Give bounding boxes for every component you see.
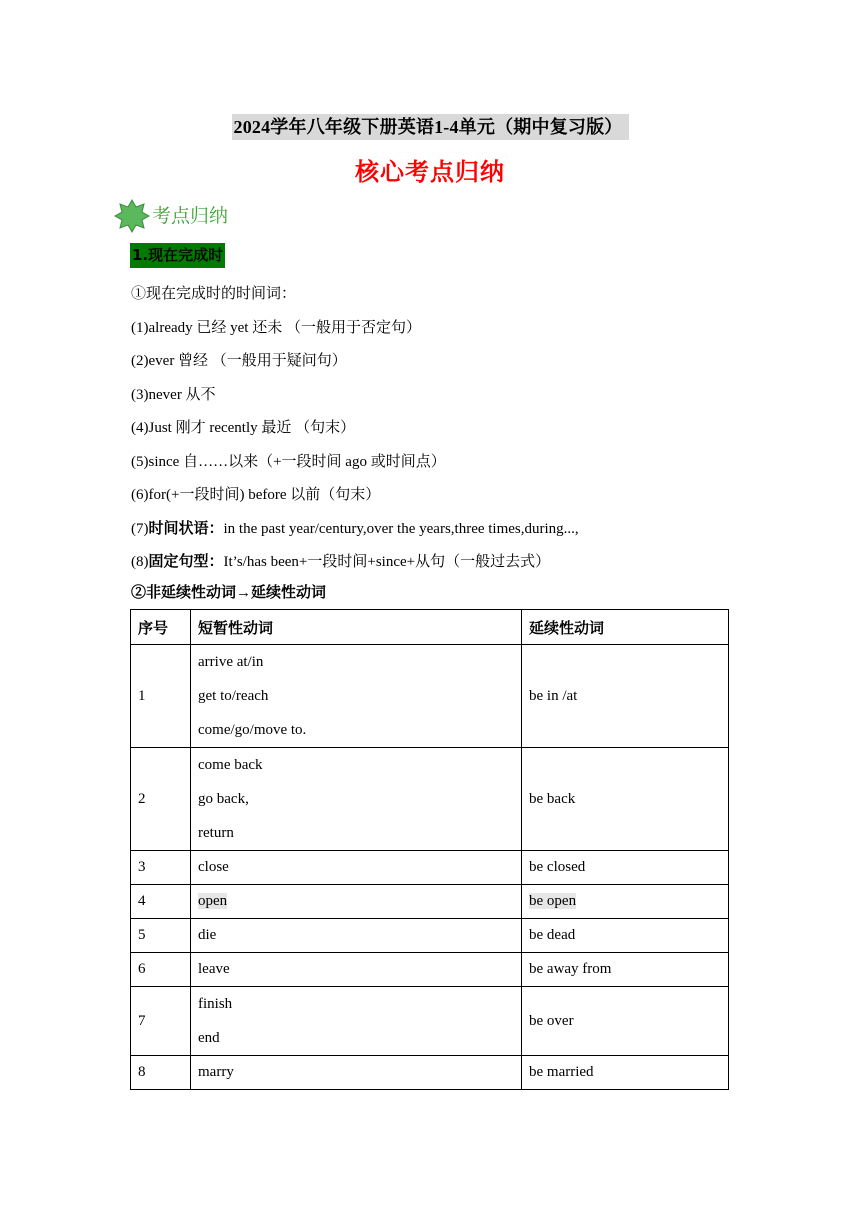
long-verb-cell: be over — [522, 987, 729, 1056]
long-verb-cell: be open — [522, 885, 729, 919]
row-number: 1 — [131, 645, 191, 748]
column-header-long-verb: 延续性动词 — [522, 610, 729, 645]
row-number: 5 — [131, 919, 191, 953]
row-number: 6 — [131, 953, 191, 987]
list-item: (5)since 自……以来（+一段时间 ago 或时间点） — [131, 453, 446, 470]
table-row — [131, 919, 729, 953]
table-row — [131, 748, 729, 851]
row-number: 7 — [131, 987, 191, 1056]
long-verb-cell: be married — [522, 1056, 729, 1090]
list-item: (7)时间状语：in the past year/century,over the years,three times,during..., — [131, 520, 579, 537]
short-verb-cell: come back go back, return — [191, 748, 522, 851]
long-verb-cell: be back — [522, 748, 729, 851]
table-row — [131, 885, 729, 919]
list-item: (6)for(+一段时间) before 以前（句末） — [131, 487, 381, 503]
time-words-heading: ①现在完成时的时间词： — [131, 286, 297, 302]
table-row — [131, 851, 729, 885]
topic-badge: 1.现在完成时 — [130, 243, 225, 268]
short-verb-cell: marry — [191, 1056, 522, 1090]
row-number: 8 — [131, 1056, 191, 1090]
table-row — [131, 645, 729, 748]
row-number: 2 — [131, 748, 191, 851]
table-row — [131, 953, 729, 987]
list-item: (1)already 已经 yet 还未 （一般用于否定句） — [131, 319, 421, 336]
column-header-short-verb: 短暂性动词 — [191, 610, 522, 645]
list-item: (3)never 从不 — [131, 386, 216, 403]
time-words-list — [131, 278, 751, 580]
short-verb-cell: leave — [191, 953, 522, 987]
row-number: 4 — [131, 885, 191, 919]
long-verb-cell: be away from — [522, 953, 729, 987]
column-header-number: 序号 — [131, 610, 191, 645]
list-item: (4)Just 刚才 recently 最近 （句末） — [131, 420, 356, 436]
list-item: (8)固定句型：It’s/has been+一段时间+since+从句（一般过去式） — [131, 554, 551, 570]
star-icon — [114, 199, 150, 233]
long-verb-cell: be in /at — [522, 645, 729, 748]
document-title-wrap — [0, 114, 860, 140]
document-subtitle: 核心考点归纳 — [355, 158, 505, 186]
table-header-row — [131, 610, 729, 645]
long-verb-cell: be closed — [522, 851, 729, 885]
table-row — [131, 1056, 729, 1090]
short-verb-cell: close — [191, 851, 522, 885]
short-verb-cell: finish end — [191, 987, 522, 1056]
table-row — [131, 987, 729, 1056]
row-number: 3 — [131, 851, 191, 885]
short-verb-cell: open — [191, 885, 522, 919]
document-title: 2024学年八年级下册英语1-4单元（期中复习版） — [232, 114, 629, 140]
section-label: 考点归纳 — [152, 205, 229, 227]
short-verb-cell: arrive at/in get to/reach come/go/move to. — [191, 645, 522, 748]
short-verb-cell: die — [191, 919, 522, 953]
list-item: (2)ever 曾经 （一般用于疑问句） — [131, 353, 347, 369]
verb-table — [130, 609, 729, 1090]
long-verb-cell: be dead — [522, 919, 729, 953]
verb-table-heading: ②非延续性动词→延续性动词 — [131, 585, 327, 601]
